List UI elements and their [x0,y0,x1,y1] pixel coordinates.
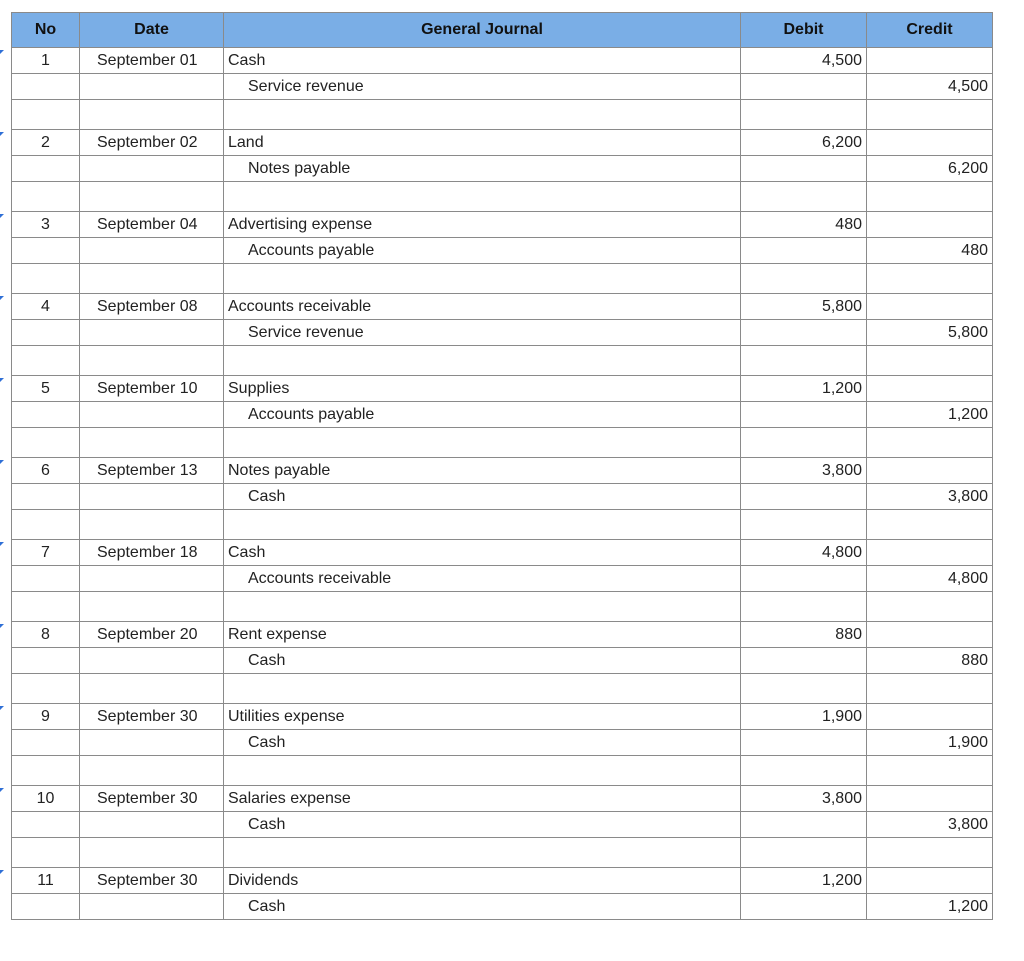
credit-amount-empty[interactable] [867,130,993,156]
credit-account-name[interactable]: Service revenue [224,320,741,346]
journal-entry-debit-line [12,786,993,812]
credit-account-name[interactable]: Accounts payable [224,238,741,264]
debit-amount-empty[interactable] [741,648,867,674]
journal-entry-credit-line [12,648,993,674]
entry-number-empty [12,320,80,346]
journal-entry-credit-line [12,320,993,346]
blank-cell[interactable] [80,756,224,786]
edit-marker-icon [0,624,4,628]
entry-number-empty [12,812,80,838]
edit-marker-icon [0,460,4,464]
blank-cell[interactable] [80,264,224,294]
journal-entry-credit-line [12,566,993,592]
debit-account-name[interactable]: Notes payable [224,458,741,484]
entry-number: 4 [12,294,80,320]
blank-cell[interactable] [867,100,993,130]
credit-amount[interactable]: 880 [867,648,993,674]
debit-amount[interactable]: 3,800 [741,458,867,484]
entry-date-empty[interactable] [80,894,224,920]
blank-cell[interactable] [224,428,741,458]
journal-entry-debit-line [12,376,993,402]
blank-cell[interactable] [80,838,224,868]
debit-account-name[interactable]: Rent expense [224,622,741,648]
journal-entry-credit-line [12,402,993,428]
edit-marker-icon [0,378,4,382]
credit-amount[interactable]: 1,900 [867,730,993,756]
debit-amount[interactable]: 1,200 [741,868,867,894]
edit-marker-icon [0,706,4,710]
debit-amount-empty[interactable] [741,484,867,510]
entry-date[interactable]: September 02 [80,130,224,156]
blank-cell[interactable] [867,510,993,540]
edit-marker-icon [0,542,4,546]
journal-blank-line [12,264,993,294]
blank-cell[interactable] [224,838,741,868]
credit-amount-empty[interactable] [867,212,993,238]
entry-date-empty[interactable] [80,648,224,674]
debit-amount[interactable]: 1,900 [741,704,867,730]
credit-account-name[interactable]: Service revenue [224,74,741,100]
blank-cell[interactable] [224,346,741,376]
journal-entry-debit-line [12,622,993,648]
credit-account-name[interactable]: Cash [224,484,741,510]
journal-entry-debit-line [12,48,993,74]
credit-amount-empty[interactable] [867,458,993,484]
header-credit: Credit [867,13,993,48]
journal-entry-debit-line [12,458,993,484]
blank-cell[interactable] [741,346,867,376]
blank-cell[interactable] [80,674,224,704]
entry-date[interactable]: September 10 [80,376,224,402]
debit-amount[interactable]: 4,800 [741,540,867,566]
entry-number: 5 [12,376,80,402]
blank-cell[interactable] [224,592,741,622]
general-journal-table [11,12,993,920]
journal-blank-line [12,182,993,212]
debit-account-name[interactable]: Accounts receivable [224,294,741,320]
credit-amount-empty[interactable] [867,622,993,648]
entry-date-empty[interactable] [80,730,224,756]
blank-cell [12,674,80,704]
journal-entry-credit-line [12,156,993,182]
blank-cell[interactable] [741,756,867,786]
debit-account-name[interactable]: Cash [224,540,741,566]
blank-cell[interactable] [80,182,224,212]
blank-cell[interactable] [867,428,993,458]
blank-cell[interactable] [80,592,224,622]
edit-marker-icon [0,296,4,300]
entry-date-empty[interactable] [80,402,224,428]
blank-cell[interactable] [224,510,741,540]
blank-cell[interactable] [224,100,741,130]
debit-account-name[interactable]: Supplies [224,376,741,402]
blank-cell[interactable] [867,182,993,212]
header-row [12,13,993,48]
entry-date-empty[interactable] [80,484,224,510]
blank-cell[interactable] [80,346,224,376]
entry-number-empty [12,730,80,756]
journal-entry-debit-line [12,130,993,156]
blank-cell[interactable] [80,428,224,458]
entry-date-empty[interactable] [80,320,224,346]
header-date: Date [80,13,224,48]
entry-date[interactable]: September 13 [80,458,224,484]
journal-entry-credit-line [12,484,993,510]
credit-account-name[interactable]: Cash [224,812,741,838]
edit-marker-icon [0,132,4,136]
debit-amount-empty[interactable] [741,812,867,838]
blank-cell[interactable] [741,428,867,458]
journal-entry-credit-line [12,238,993,264]
blank-cell[interactable] [741,838,867,868]
debit-account-name[interactable]: Dividends [224,868,741,894]
journal-body [12,48,993,920]
entry-number: 11 [12,868,80,894]
journal-blank-line [12,346,993,376]
blank-cell[interactable] [80,510,224,540]
credit-account-name[interactable]: Cash [224,648,741,674]
credit-amount-empty[interactable] [867,540,993,566]
credit-amount[interactable]: 5,800 [867,320,993,346]
blank-cell [12,264,80,294]
journal-entry-credit-line [12,730,993,756]
debit-amount[interactable]: 5,800 [741,294,867,320]
journal-entry-credit-line [12,74,993,100]
credit-amount-empty[interactable] [867,376,993,402]
credit-account-name[interactable]: Notes payable [224,156,741,182]
debit-amount[interactable]: 880 [741,622,867,648]
entry-number: 2 [12,130,80,156]
blank-cell [12,592,80,622]
journal-blank-line [12,674,993,704]
entry-number: 3 [12,212,80,238]
credit-amount[interactable]: 6,200 [867,156,993,182]
blank-cell[interactable] [867,592,993,622]
blank-cell[interactable] [867,264,993,294]
debit-account-name[interactable]: Salaries expense [224,786,741,812]
header-general-journal: General Journal [224,13,741,48]
debit-amount[interactable]: 480 [741,212,867,238]
edit-marker-icon [0,214,4,218]
entry-date-empty[interactable] [80,156,224,182]
credit-account-name[interactable]: Cash [224,730,741,756]
journal-blank-line [12,838,993,868]
credit-amount-empty[interactable] [867,294,993,320]
blank-cell[interactable] [224,756,741,786]
blank-cell[interactable] [224,182,741,212]
edit-marker-icon [0,50,4,54]
blank-cell[interactable] [741,674,867,704]
debit-amount-empty[interactable] [741,156,867,182]
credit-account-name[interactable]: Accounts payable [224,402,741,428]
entry-number-empty [12,648,80,674]
blank-cell[interactable] [867,838,993,868]
blank-cell[interactable] [80,100,224,130]
entry-date-empty[interactable] [80,566,224,592]
blank-cell [12,346,80,376]
journal-blank-line [12,756,993,786]
entry-number-empty [12,566,80,592]
blank-cell [12,838,80,868]
entry-date[interactable]: September 18 [80,540,224,566]
debit-amount-empty[interactable] [741,238,867,264]
blank-cell [12,510,80,540]
debit-account-name[interactable]: Utilities expense [224,704,741,730]
blank-cell[interactable] [867,346,993,376]
blank-cell[interactable] [741,510,867,540]
debit-amount-empty[interactable] [741,402,867,428]
blank-cell[interactable] [741,264,867,294]
blank-cell[interactable] [741,592,867,622]
edit-marker-icon [0,870,4,874]
credit-amount[interactable]: 3,800 [867,812,993,838]
blank-cell[interactable] [741,100,867,130]
journal-entry-credit-line [12,812,993,838]
journal-blank-line [12,592,993,622]
entry-date[interactable]: September 20 [80,622,224,648]
entry-date[interactable]: September 01 [80,48,224,74]
entry-number-empty [12,484,80,510]
journal-entry-credit-line [12,894,993,920]
debit-amount-empty[interactable] [741,320,867,346]
blank-cell[interactable] [224,674,741,704]
entry-number-empty [12,402,80,428]
credit-amount-empty[interactable] [867,48,993,74]
entry-number: 6 [12,458,80,484]
journal-entry-debit-line [12,212,993,238]
credit-amount[interactable]: 480 [867,238,993,264]
credit-amount-empty[interactable] [867,704,993,730]
entry-number: 7 [12,540,80,566]
blank-cell [12,100,80,130]
entry-number: 1 [12,48,80,74]
debit-amount[interactable]: 6,200 [741,130,867,156]
entry-number-empty [12,74,80,100]
debit-amount[interactable]: 1,200 [741,376,867,402]
entry-date-empty[interactable] [80,812,224,838]
header-no: No [12,13,80,48]
journal-entry-debit-line [12,704,993,730]
credit-amount-empty[interactable] [867,786,993,812]
entry-number: 10 [12,786,80,812]
journal-entry-debit-line [12,294,993,320]
blank-cell [12,756,80,786]
debit-amount[interactable]: 4,500 [741,48,867,74]
credit-amount[interactable]: 4,500 [867,74,993,100]
entry-date[interactable]: September 30 [80,786,224,812]
blank-cell[interactable] [224,264,741,294]
entry-number: 8 [12,622,80,648]
entry-date-empty[interactable] [80,74,224,100]
header-debit: Debit [741,13,867,48]
blank-cell [12,182,80,212]
debit-amount[interactable]: 3,800 [741,786,867,812]
debit-amount-empty[interactable] [741,730,867,756]
edit-marker-icon [0,788,4,792]
credit-amount-empty[interactable] [867,868,993,894]
credit-amount[interactable]: 4,800 [867,566,993,592]
entry-date[interactable]: September 08 [80,294,224,320]
entry-date-empty[interactable] [80,238,224,264]
journal-blank-line [12,100,993,130]
blank-cell[interactable] [741,182,867,212]
entry-number-empty [12,238,80,264]
journal-blank-line [12,428,993,458]
journal-entry-debit-line [12,868,993,894]
entry-number: 9 [12,704,80,730]
debit-account-name[interactable]: Cash [224,48,741,74]
debit-amount-empty[interactable] [741,894,867,920]
debit-amount-empty[interactable] [741,74,867,100]
credit-amount[interactable]: 1,200 [867,402,993,428]
blank-cell[interactable] [867,756,993,786]
journal-entry-debit-line [12,540,993,566]
entry-date[interactable]: September 30 [80,868,224,894]
credit-account-name[interactable]: Cash [224,894,741,920]
credit-account-name[interactable]: Accounts receivable [224,566,741,592]
entry-date[interactable]: September 04 [80,212,224,238]
blank-cell [12,428,80,458]
debit-account-name[interactable]: Advertising expense [224,212,741,238]
credit-amount[interactable]: 1,200 [867,894,993,920]
entry-date[interactable]: September 30 [80,704,224,730]
debit-amount-empty[interactable] [741,566,867,592]
entry-number-empty [12,894,80,920]
credit-amount[interactable]: 3,800 [867,484,993,510]
debit-account-name[interactable]: Land [224,130,741,156]
blank-cell[interactable] [867,674,993,704]
journal-blank-line [12,510,993,540]
entry-number-empty [12,156,80,182]
